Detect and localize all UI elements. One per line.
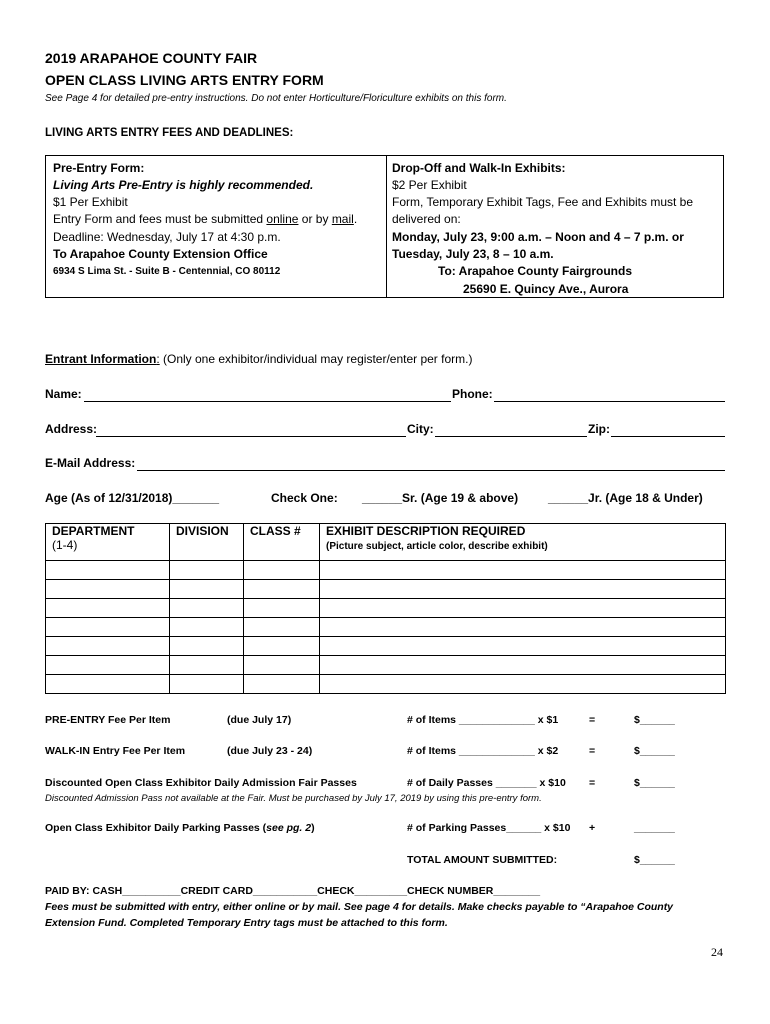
pre-entry-submit: Entry Form and fees must be submitted online or by mail. [53,212,358,226]
fees-deadlines-box [45,155,724,298]
form-title-line1: 2019 ARAPAHOE COUNTY FAIR [45,50,258,66]
paid-by-line[interactable]: PAID BY: CASH__________CREDIT CARD___________CHECK_________CHECK NUMBER________ [45,885,541,897]
pre-entry-deadline: Deadline: Wednesday, July 17 at 4:30 p.m. [53,230,281,244]
parking-qty-field[interactable]: # of Parking Passes______ x $10 [407,822,571,834]
dropoff-date2: Tuesday, July 23, 8 – 10 a.m. [392,247,554,261]
senior-option[interactable]: ______Sr. (Age 19 & above) [362,491,519,505]
col-department: DEPARTMENT (1-4) [46,524,170,561]
entries-table [45,523,726,694]
fees-heading: LIVING ARTS ENTRY FEES AND DEADLINES: [45,127,294,139]
daily-pass-total-field[interactable]: $______ [634,777,675,789]
table-row [46,637,726,656]
page-number: 24 [711,945,723,959]
total-label: TOTAL AMOUNT SUBMITTED: [407,854,558,866]
parking-label: Open Class Exhibitor Daily Parking Passes (see pg. 2) [45,822,315,834]
daily-pass-label: Discounted Open Class Exhibitor Daily Admission Fair Passes [45,777,357,789]
pre-entry-fee-label: PRE-ENTRY Fee Per Item [45,714,171,726]
pre-entry-address: 6934 S Lima St. - Suite B - Centennial, CO 80112 [53,266,281,277]
table-row [46,618,726,637]
city-field[interactable] [435,423,587,437]
address-field[interactable] [96,423,406,437]
age-field[interactable]: Age (As of 12/31/2018)_______ [45,491,220,505]
pre-entry-office: To Arapahoe County Extension Office [53,247,268,261]
entrant-heading: Entrant Information [45,352,157,366]
dropoff-place-address: 25690 E. Quincy Ave., Aurora [463,282,629,296]
table-row [46,675,726,694]
dropoff-line2: delivered on: [392,212,461,226]
dropoff-title: Drop-Off and Walk-In Exhibits: [392,161,566,175]
phone-label: Phone: [452,387,493,401]
daily-pass-qty-field[interactable]: # of Daily Passes _______ x $10 [407,777,566,789]
online-link[interactable]: online [266,212,299,226]
col-description: EXHIBIT DESCRIPTION REQUIRED (Picture subject, article color, describe exhibit) [320,524,726,561]
col-division: DIVISION [170,524,244,561]
entrant-note: (Only one exhibitor/individual may register/enter per form.) [159,352,473,366]
pass-note: Discounted Admission Pass not available at the Fair. Must be purchased by July 17, 2019 by using this pre-entry form. [45,793,542,804]
walk-in-due: (due July 23 - 24) [227,745,313,757]
email-field[interactable] [137,457,725,471]
walk-in-op: = [589,745,596,757]
dropoff-place: To: Arapahoe County Fairgrounds [438,264,632,278]
phone-field[interactable] [494,388,725,402]
pre-entry-total-field[interactable]: $______ [634,714,675,726]
walk-in-fee-label: WALK-IN Entry Fee Per Item [45,745,186,757]
address-label: Address: [45,422,98,436]
zip-field[interactable] [611,423,725,437]
form-title-line2: OPEN CLASS LIVING ARTS ENTRY FORM [45,72,324,88]
daily-pass-op: = [589,777,596,789]
parking-op: + [589,822,596,834]
pre-entry-qty-field[interactable]: # of Items _____________ x $1 [407,714,559,726]
name-label: Name: [45,387,82,401]
footer-note-2: Extension Fund. Completed Temporary Entry tags must be attached to this form. [45,917,448,929]
pre-entry-title: Pre-Entry Form: [53,161,145,175]
parking-total-field[interactable]: _______ [634,822,675,834]
pre-entry-recommend: Living Arts Pre-Entry is highly recommended. [53,178,314,192]
footer-note-1: Fees must be submitted with entry, either online or by mail. See page 4 for details. Make checks payable to “Arapahoe County [45,901,674,913]
table-row [46,599,726,618]
city-label: City: [407,422,434,436]
check-one-label: Check One: [271,491,338,505]
form-subtitle: See Page 4 for detailed pre-entry instructions. Do not enter Horticulture/Floriculture exhibits on this form. [45,93,507,104]
col-class: CLASS # [244,524,320,561]
walk-in-total-field[interactable]: $______ [634,745,675,757]
mail-link[interactable]: mail [331,212,354,226]
dropoff-date1: Monday, July 23, 9:00 a.m. – Noon and 4 – 7 p.m. or [392,230,684,244]
junior-option[interactable]: ______Jr. (Age 18 & Under) [548,491,703,505]
table-row [46,561,726,580]
pre-entry-op: = [589,714,596,726]
pre-entry-due: (due July 17) [227,714,292,726]
dropoff-line1: Form, Temporary Exhibit Tags, Fee and Exhibits must be [392,195,694,209]
pre-entry-fee: $1 Per Exhibit [53,195,128,209]
table-row [46,656,726,675]
total-field[interactable]: $______ [634,854,675,866]
zip-label: Zip: [588,422,610,436]
walk-in-qty-field[interactable]: # of Items _____________ x $2 [407,745,559,757]
email-label: E-Mail Address: [45,456,136,470]
entrant-heading-line: Entrant Information: (Only one exhibitor/individual may register/enter per form.) [45,352,473,366]
table-row [46,580,726,599]
dropoff-fee: $2 Per Exhibit [392,178,467,192]
name-field[interactable] [84,388,451,402]
